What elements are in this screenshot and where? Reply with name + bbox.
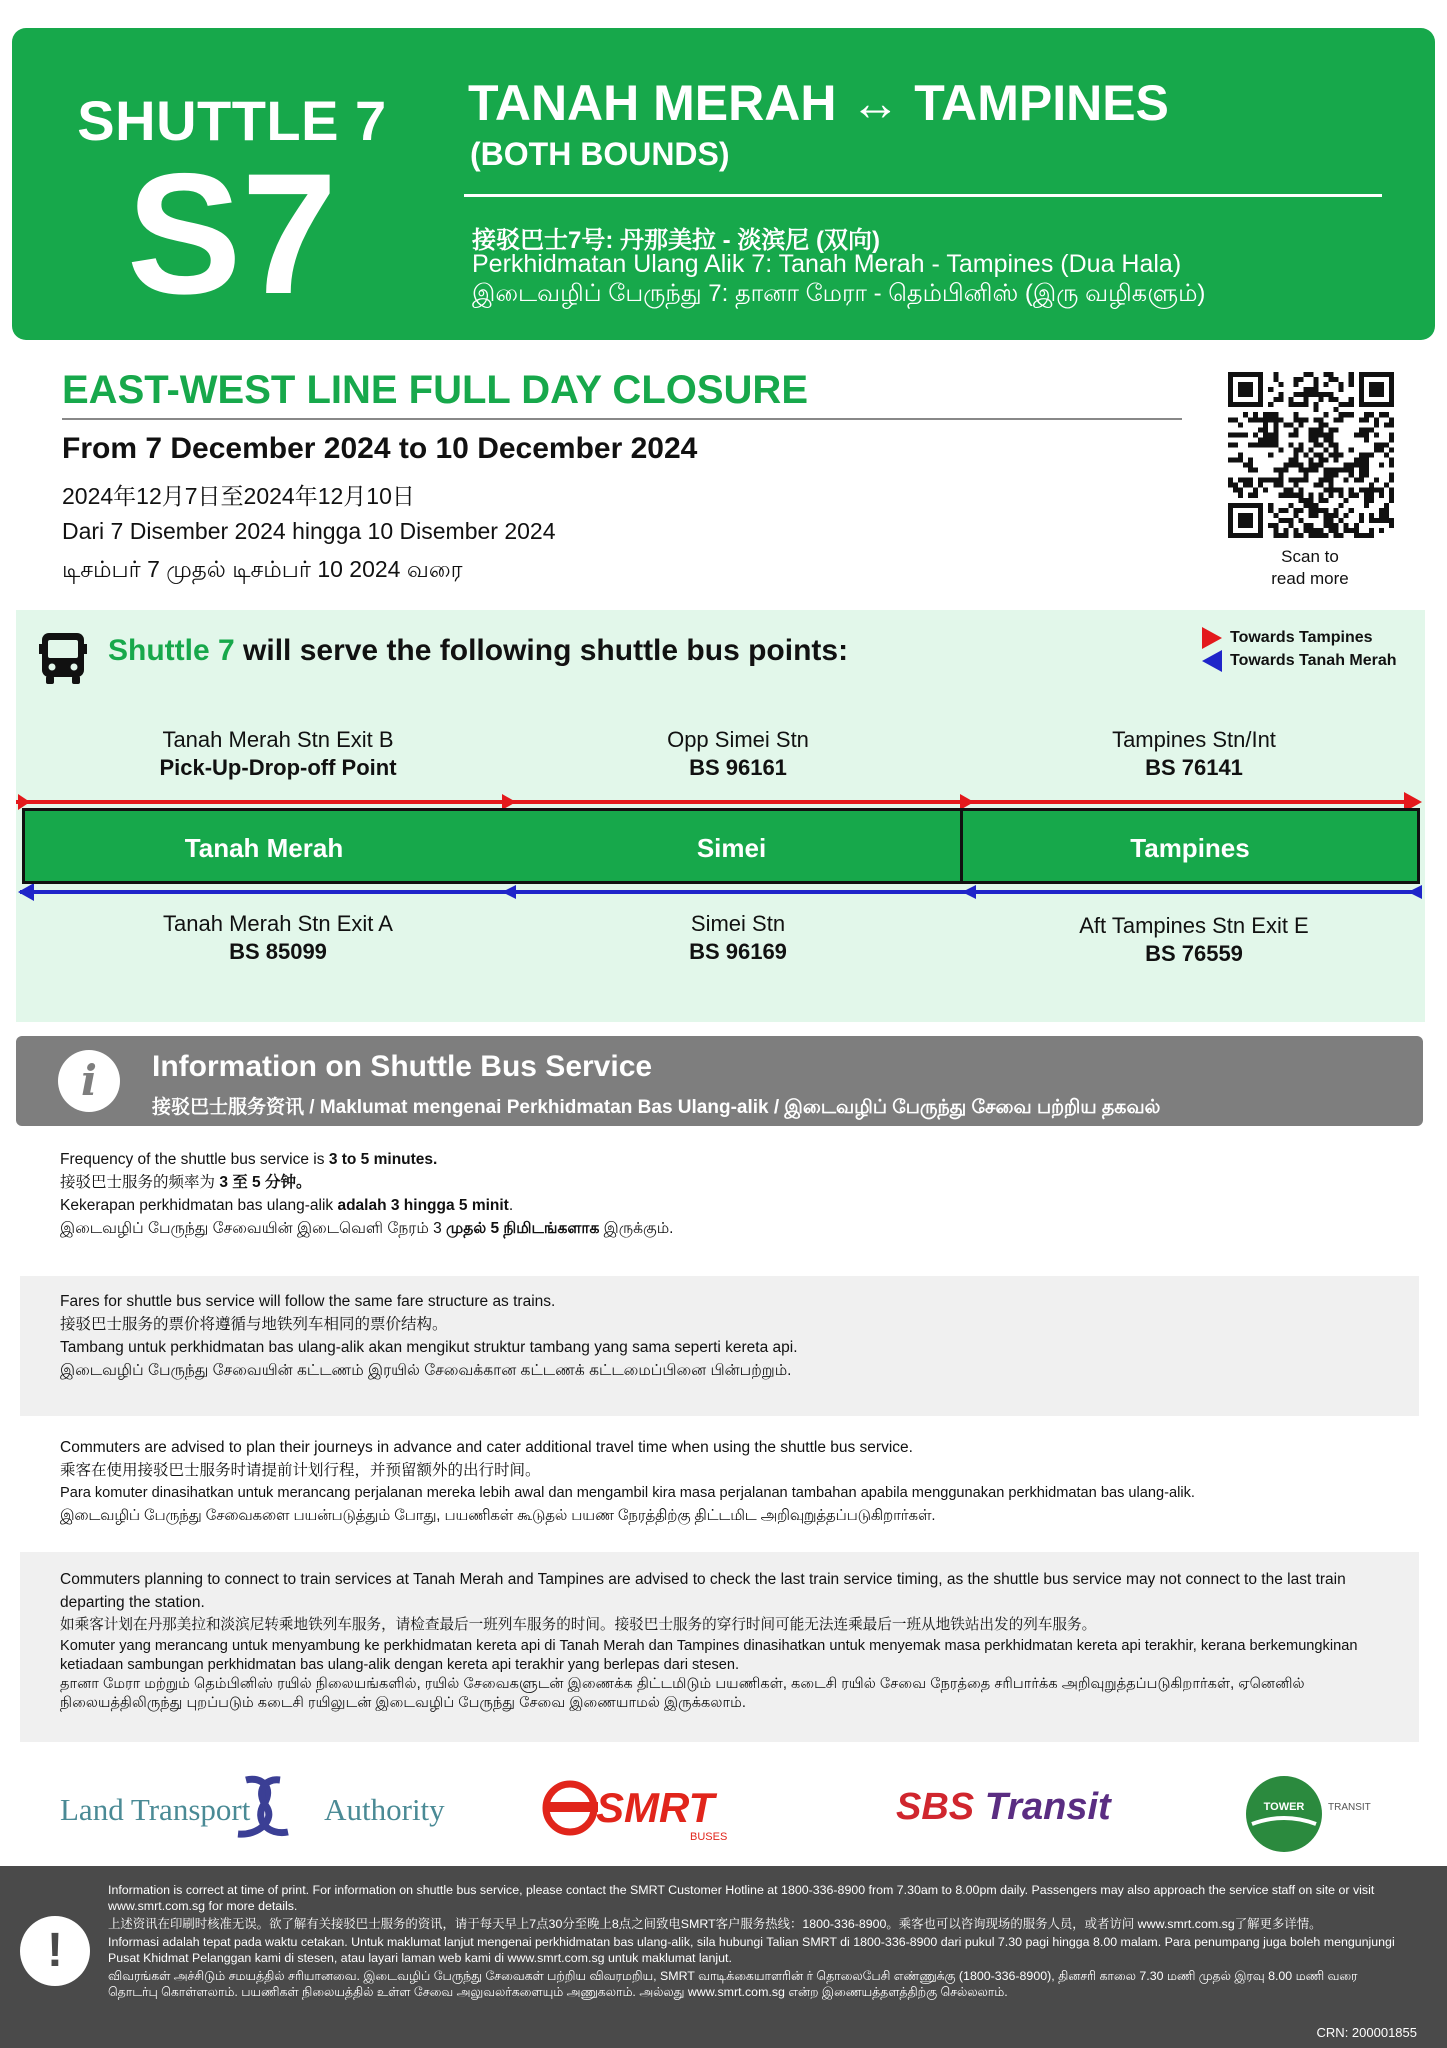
station-tanah-merah: Tanah Merah (22, 808, 506, 884)
info-subtitle: 接驳巴士服务资讯 / Maklumat mengenai Perkhidmatan Bas Ulang-alik / இடைவழிப் பேருந்து சேவை பற்றிய தகவல் (152, 1097, 1161, 1118)
info-banner (16, 1036, 1423, 1126)
fares-en: Fares for shuttle bus service will follow the same fare structure as trains. (60, 1293, 556, 1310)
fares-zh: 接驳巴士服务的票价将遵循与地铁列车相同的票价结构。 (60, 1316, 448, 1333)
smrt-logo (540, 1778, 760, 1842)
stop-code: Pick-Up-Drop-off Point (159, 755, 397, 780)
smrt-logo-text: SMRT (596, 1784, 715, 1831)
legend-label-tanah-merah: Towards Tanah Merah (1230, 652, 1397, 669)
blue-arrow-icon (962, 885, 976, 899)
advice-ta: இடைவழிப் பேருந்து சேவைகளை பயன்படுத்தும் போது, பயணிகள் கூடுதல் பயண நேரத்திற்கு திட்டமிட அறிவுறுத்தப்படுகிறார்கள். (60, 1508, 936, 1524)
stop-code: BS 96169 (689, 939, 787, 964)
footer-ta: விவரங்கள் அச்சிடும் சமயத்தில் சரியானவை. இடைவழிப் பேருந்து சேவைகள் பற்றிய விவரமறிய, SMRT வாடிக்கையாளரின் ர் தொலைபேசி எண்ணுக்கு (1800-336-8900), தினசரி காலை 7.30 மணி முதல் இரவு 8.00 மணி வரை தொடர்பு கொள்ளலாம். பயணிகள் நிலையத்தில் உள்ள சேவை அலுவலர்களையும் அணுகலாம். அல்லது www.smrt.com.sg என்ற இணையத்தளத்திற்கு செல்லலாம். (108, 1969, 1358, 1999)
blue-arrow-left-icon (1202, 650, 1222, 672)
shuttle-code: S7 (126, 138, 338, 330)
stop-simei (528, 910, 948, 966)
advice-block (20, 1436, 1419, 1528)
alert-icon: ! (20, 1916, 90, 1986)
frequency-en: Frequency of the shuttle bus service is 3 to 5 minutes. (60, 1151, 438, 1168)
connect-en: Commuters planning to connect to train services at Tanah Merah and Tampines are advised to check the last train service timing, as the shuttle bus service may not connect to the last train departing the station. (60, 1571, 1346, 1611)
route-title: TANAH MERAH ↔ TAMPINES (468, 75, 1169, 131)
legend-towards-tanah-merah (1196, 649, 1397, 672)
qr-caption (1230, 546, 1390, 590)
lta-logo-text-right: Authority (324, 1792, 445, 1827)
sbs-transit-logo (896, 1786, 1111, 1829)
qr-code[interactable] (1228, 372, 1394, 538)
stop-name: Opp Simei Stn (667, 727, 809, 752)
footer-zh: 上述资讯在印刷时核准无误。欲了解有关接驳巴士服务的资讯，请于每天早上7点30分至晚上8点之间致电SMRT客户服务热线：1800-336-8900。乘客也可以咨询现场的服务人员，或者访问 www.smrt.com.sg了解更多详情。 (108, 1917, 1322, 1931)
stop-code: BS 96161 (689, 755, 787, 780)
info-title: Information on Shuttle Bus Service (152, 1050, 653, 1083)
closure-date-ta: டிசம்பர் 7 முதல் டிசம்பர் 10 2024 வரை (62, 556, 463, 582)
route-title-ms: Perkhidmatan Ulang Alik 7: Tanah Merah - Tampines (Dua Hala) (472, 250, 1182, 278)
blue-arrow-icon (502, 885, 516, 899)
legend-label-tampines: Towards Tampines (1230, 629, 1373, 646)
stop-code: BS 76559 (1145, 941, 1243, 966)
header-divider (464, 194, 1382, 197)
sbs-logo-text: SBS (896, 1786, 975, 1828)
closure-divider (62, 418, 1182, 420)
closure-date-zh: 2024年12月7日至2024年12月10日 (62, 483, 415, 509)
closure-date-ms: Dari 7 Disember 2024 hingga 10 Disember 2024 (62, 518, 556, 544)
stop-tanah-merah-exit-a (68, 910, 488, 966)
advice-ms: Para komuter dinasihatkan untuk merancang perjalanan mereka lebih awal dan mengambil kira masa perjalanan tambahan apabila menggunakan perkhidmatan bas ulang-alik. (60, 1485, 1195, 1501)
footer-text (108, 1882, 1408, 2000)
smrt-logo-sub: BUSES (690, 1831, 728, 1842)
tower-logo-text: TOWER (1263, 1801, 1305, 1813)
crn-number: CRN: 200001855 (1316, 2025, 1417, 2040)
connect-block (20, 1552, 1419, 1742)
shuttle-label: SHUTTLE 7 (77, 89, 387, 152)
route-title-zh: 接驳巴士7号: 丹那美拉 - 淡滨尼 (双向) (472, 227, 880, 254)
route-title-ta: இடைவழிப் பேருந்து 7: தானா மேரா - தெம்பினிஸ் (இரு வழிகளும்) (472, 280, 1206, 307)
shuttle-name-highlight: Shuttle 7 (108, 634, 235, 667)
shuttle-points-heading (108, 634, 848, 668)
bus-icon (38, 630, 88, 686)
lta-logo-text-left: Land Transport (60, 1792, 251, 1827)
closure-date-en: From 7 December 2024 to 10 December 2024 (62, 432, 698, 465)
route-header (12, 28, 1435, 340)
partner-logos (0, 1768, 1447, 1860)
blue-arrow-icon (1408, 885, 1422, 899)
stop-name: Tanah Merah Stn Exit A (163, 911, 393, 936)
fares-ms: Tambang untuk perkhidmatan bas ulang-alik akan mengikut struktur tambang yang sama seperti kereta api. (60, 1339, 798, 1356)
shuttle-points-heading-text: will serve the following shuttle bus points: (234, 634, 849, 667)
stop-code: BS 85099 (229, 939, 327, 964)
transit-logo-text: Transit (984, 1786, 1111, 1828)
footer-en: Information is correct at time of print. For information on shuttle bus service, please contact the SMRT Customer Hotline at 1800-336-8900 from 7.30am to 8.00pm daily. Passengers may also approach the service staff on site or visit www.smrt.com.sg for more details. (108, 1883, 1375, 1913)
stop-aft-tampines-exit-e (984, 912, 1404, 968)
connect-ms: Komuter yang merancang untuk menyambung ke perkhidmatan kereta api di Tanah Merah dan Tampines dinasihatkan untuk menyemak masa perkhidmatan kereta api terakhir, kerana berkemungkinan ketiadaan sambungan perkhidmatan bas ulang-alik dengan kereta api terakhir yang berlepas dari stesen. (60, 1638, 1358, 1673)
info-icon: i (58, 1050, 120, 1112)
stop-name: Tanah Merah Stn Exit B (162, 727, 394, 752)
footer-ms: Informasi adalah tepat pada waktu cetakan. Untuk maklumat lanjut mengenai perkhidmatan bas ulang-alik, sila hubungi Talian SMRT di 1800-336-8900 dari pukul 7.30 pagi hingga 8.00 malam. Para penumpang juga boleh mengunjungi Pusat Khidmat Pelanggan kami di stesen, atau layari laman web kami di www.smrt.com.sg untuk maklumat lanjut. (108, 1935, 1395, 1965)
stop-name: Aft Tampines Stn Exit E (1079, 913, 1309, 938)
stop-code: BS 76141 (1145, 755, 1243, 780)
advice-en: Commuters are advised to plan their journeys in advance and cater additional travel time when using the shuttle bus service. (60, 1439, 913, 1456)
red-arrow-right-icon (1202, 627, 1222, 649)
qr-caption-line-2: read more (1271, 569, 1349, 588)
legend-towards-tampines (1196, 626, 1397, 649)
fares-ta: இடைவழிப் பேருந்து சேவையின் கட்டணம் இரயில் சேவைக்கான கட்டணக் கட்டமைப்பினை பின்பற்றும். (60, 1362, 792, 1379)
connect-zh: 如乘客计划在丹那美拉和淡滨尼转乘地铁列车服务，请检查最后一班列车服务的时间。接驳巴士服务的穿行时间可能无法连乘最后一班从地铁站出发的列车服务。 (60, 1617, 1097, 1633)
direction-legend (1196, 626, 1397, 672)
shuttle-badge (12, 28, 452, 340)
route-subtitle: (BOTH BOUNDS) (470, 136, 730, 172)
stop-name: Tampines Stn/Int (1112, 727, 1276, 752)
frequency-ta: இடைவழிப் பேருந்து சேவையின் இடைவெளி நேரம் 3 முதல் 5 நிமிடங்களாக இருக்கும். (60, 1220, 674, 1237)
connect-ta: தானா மேரா மற்றும் தெம்பினிஸ் ரயில் நிலையங்களில், ரயில் சேவைகளுடன் இணைக்க திட்டமிடும் பயணிகள், கடைசி ரயில் சேவை நேரத்தை சரிபார்க்க அறிவுறுத்தப்படுகிறார்கள், ஏனெனில் நிலையத்திலிருந்து புறப்படும் கடைசி ரயிலுடன் இடைவழிப் பேருந்து சேவை இணையாமல் இருக்கலாம். (60, 1676, 1305, 1711)
station-simei: Simei (503, 808, 963, 884)
closure-title: EAST-WEST LINE FULL DAY CLOSURE (62, 368, 808, 412)
advice-zh: 乘客在使用接驳巴士服务时请提前计划行程，并预留额外的出行时间。 (60, 1462, 541, 1479)
shuttle-points-panel (16, 610, 1425, 1022)
footer (0, 1866, 1447, 2048)
fares-block (20, 1276, 1419, 1416)
frequency-block (20, 1148, 1419, 1240)
frequency-ms: Kekerapan perkhidmatan bas ulang-alik adalah 3 hingga 5 minit. (60, 1197, 514, 1214)
frequency-zh: 接驳巴士服务的频率为 3 至 5 分钟。 (60, 1174, 312, 1191)
lta-ribbon-icon (228, 1774, 300, 1844)
blue-arrow-icon (18, 883, 34, 901)
qr-caption-line-1: Scan to (1281, 547, 1339, 566)
station-tampines: Tampines (960, 808, 1420, 884)
tower-transit-logo (1244, 1772, 1394, 1856)
transit-logo-small-text: TRANSIT (1328, 1802, 1371, 1813)
stop-name: Simei Stn (690, 911, 786, 936)
